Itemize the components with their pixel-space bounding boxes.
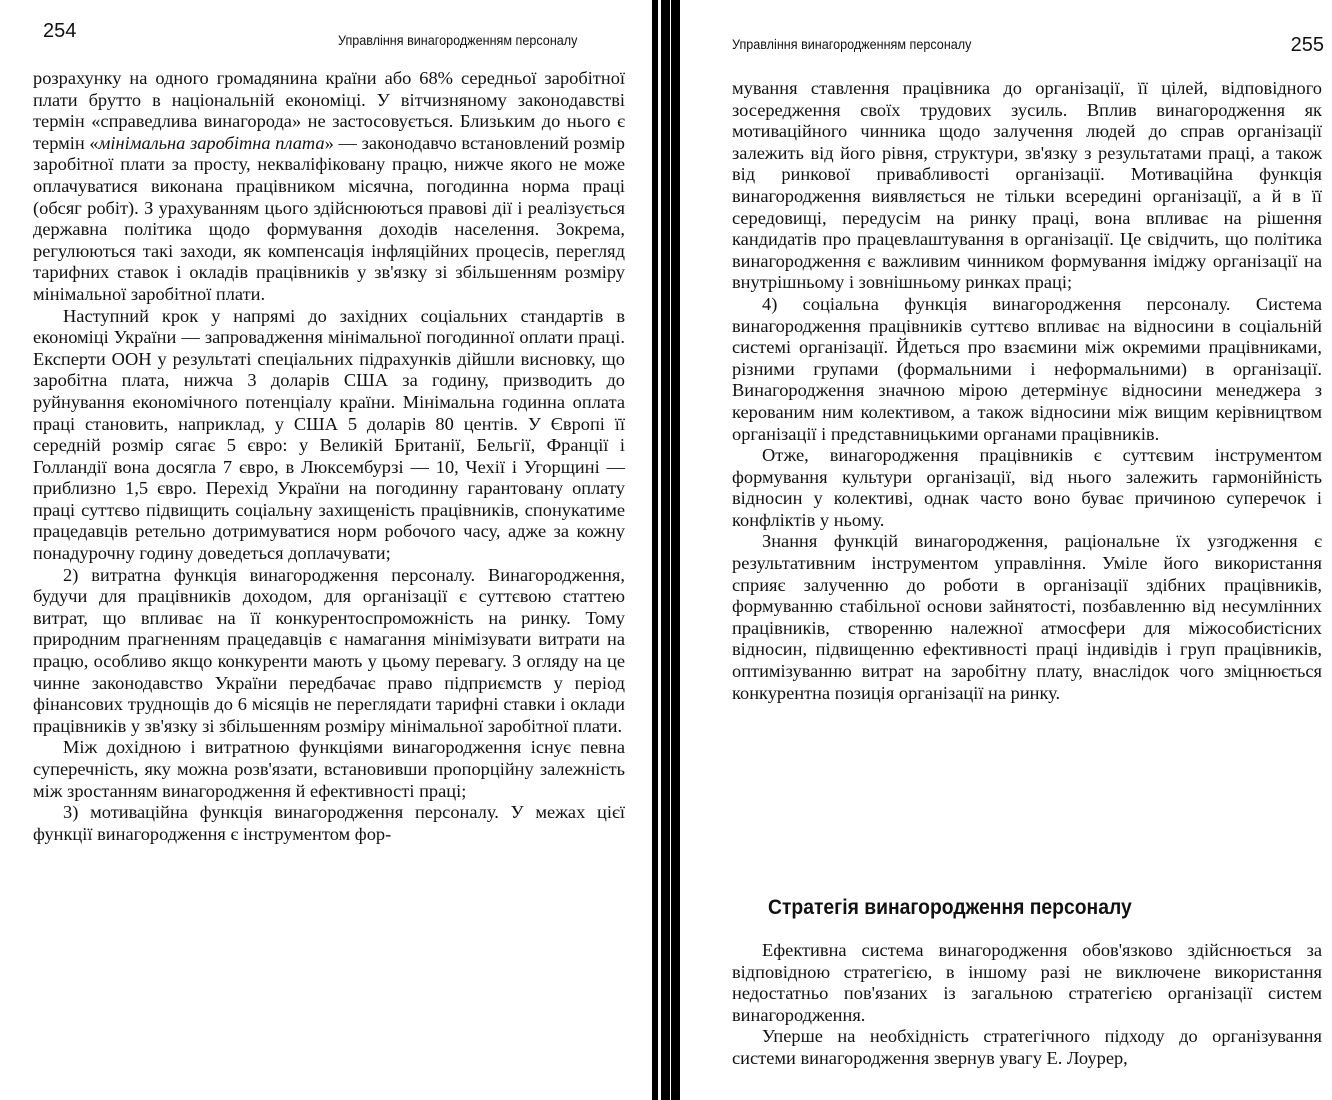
section-heading: Стратегія винагородження персоналу [768, 896, 1132, 919]
paragraph-text: Наступний крок у напрямі до західних соціальних стандартів в економіці України — запровадження мінімальної погодинної оплати праці. Експерти ООН у результаті спеціальних підрахунків дійшли висновку, що заробітна плата, нижча 3 доларів США за годину, призводить до руйнування економічного потенціалу країни. Мінімальна годинна оплата праці становить, наприклад, у США 5 доларів 80 центів. У Європі її середній розмір сягає 5 євро: у Великій Британії, Бельгії, Франції і Голландії вона досягла 7 євро, в Люксембурзі — 10, Чехії і Угорщині — приблизно 1,5 євро. Перехід України на погодинну гарантовану оплату праці суттєво підвищить соціальну захищеність працівників, спонукатиме працедавців ретельно дотримуватися норм робочого часу, адже за кожну понадурочну годину доведеться доплачувати; [33, 305, 625, 564]
paragraph [33, 565, 625, 738]
book-gutter [652, 0, 680, 1100]
paragraph [732, 78, 1322, 294]
paragraph [33, 306, 625, 565]
running-head: Управління винагородженням персоналу [732, 36, 972, 52]
paragraph [732, 531, 1322, 704]
paragraph-text: 4) соціальна функція винагородження персоналу. Система винагородження працівників суттєво впливає на відносини в соціальній системі організації. Йдеться про взаємини між окремими працівниками, різними групами (формальними і неформальними) в організації. Винагородження значною мірою детермінує відносини менеджера з керованим ним колективом, а також відносини між вищим керівництвом організації і представницькими органами працівників. [732, 293, 1322, 444]
paragraph [33, 802, 625, 845]
paragraph [732, 445, 1322, 531]
paragraph-text: мування ставлення працівника до організації, її цілей, відповідного зосередження своїх трудових зусиль. Вплив винагородження як мотиваційного чинника щодо залучення людей до справ організації залежить від його рівня, структури, зв'язку з результатами праці, а також від ринкової привабливості організації. Мотиваційна функція винагородження виявляється не тільки всередині організації, а й в її середовищі, передусім на ринку праці, вона впливає на рішення кандидатів про працевлаштування в організації. Це свідчить, що політика винагородження є важливим чинником формування іміджу організації на внутрішньому і зовнішньому ринках праці; [732, 78, 1322, 293]
paragraph-text: 2) витратна функція винагородження персоналу. Винагородження, будучи для працівників доходом, для організації є суттєвою статтею витрат, що впливає на її конкурентоспроможність на ринку. Тому природним прагненням працедавців є намагання мінімізувати витрати на працю, особливо якщо конкуренти мають у цьому перевагу. З огляду на це чинне законодавство України передбачає право підприємств у період фінансових труднощів до 6 місяців не переглядати тарифні ставки і оклади працівників у зв'язку зі збільшенням розміру мінімальної заробітної плати. [33, 564, 625, 736]
paragraph [33, 737, 625, 802]
paragraph-text: 3) мотиваційна функція винагородження персоналу. У межах цієї функції винагородження є інструментом фор- [33, 802, 625, 844]
body-text [33, 68, 625, 845]
paragraph [732, 1026, 1322, 1069]
page-number: 254 [43, 20, 77, 42]
paragraph-text: Ефективна система винагородження обов'язково здійснюється за відповідною стратегією, в іншому разі не виключене використання недостатньо пов'язаних із загальною стратегією організації систем винагородження. [732, 940, 1322, 1025]
right-page [680, 0, 1332, 1100]
paragraph-text: Між дохідною і витратною функціями винагородження існує певна суперечність, яку можна розв'язати, встановивши пропорційну залежність між зростанням винагородження й ефективності праці; [33, 737, 625, 801]
paragraph-text: розрахунку на одного громадянина країни або 68% середньої заробітної плати брутто в національній економіці. У вітчизняному законодавстві термін «справедлива винагорода» не застосовується. Близьким до нього є термін « [33, 68, 625, 153]
body-text-continued [732, 940, 1322, 1070]
paragraph-text: Знання функцій винагородження, раціональне їх узгодження є результативним інструментом управління. Уміле його використання сприяє залученню до роботи в організації здібних працівників, формуванню стабільної основи зайнятості, позбавленню від несумлінних працівників, створенню належної атмосфери для міжособистісних відносин, підвищенню ефективності праці індивідів і груп працівників, оптимізуванню витрат на заробітну плату, внаслідок чого зміцнюється конкурентна позиція організації на ринку. [732, 531, 1322, 703]
paragraph [33, 68, 625, 306]
paragraph-text: Уперше на необхідність стратегічного підходу до організування системи винагородження звернув увагу Е. Лоурер, [732, 1026, 1322, 1068]
paragraph-text: » — законодавчо встановлений розмір заробітної плати за просту, некваліфіковану працю, нижче якого не може оплачуватися виконана працівником місячна, погодинна норма праці (обсяг робіт). З урахуванням цього здійснюються правові дії і реалізується державна політика щодо формування доходів населення. Зокрема, регулюються такі заходи, як компенсація інфляційних процесів, перегляд тарифних ставок і окладів працівників у зв'язку зі збільшенням розміру мінімальної заробітної плати. [33, 132, 625, 304]
paragraph [732, 940, 1322, 1026]
running-head: Управління винагородженням персоналу [338, 32, 578, 48]
body-text [732, 78, 1322, 704]
page-number: 255 [1290, 34, 1324, 56]
left-page [0, 0, 652, 1100]
emphasized-term: мінімальна заробітна плата [98, 132, 325, 153]
paragraph [732, 294, 1322, 445]
paragraph-text: Отже, винагородження працівників є суттєвим інструментом формування культури організації, від нього залежить гармонійність відносин у колективі, однак часто воно буває причиною суперечок і конфліктів у ньому. [732, 445, 1322, 530]
